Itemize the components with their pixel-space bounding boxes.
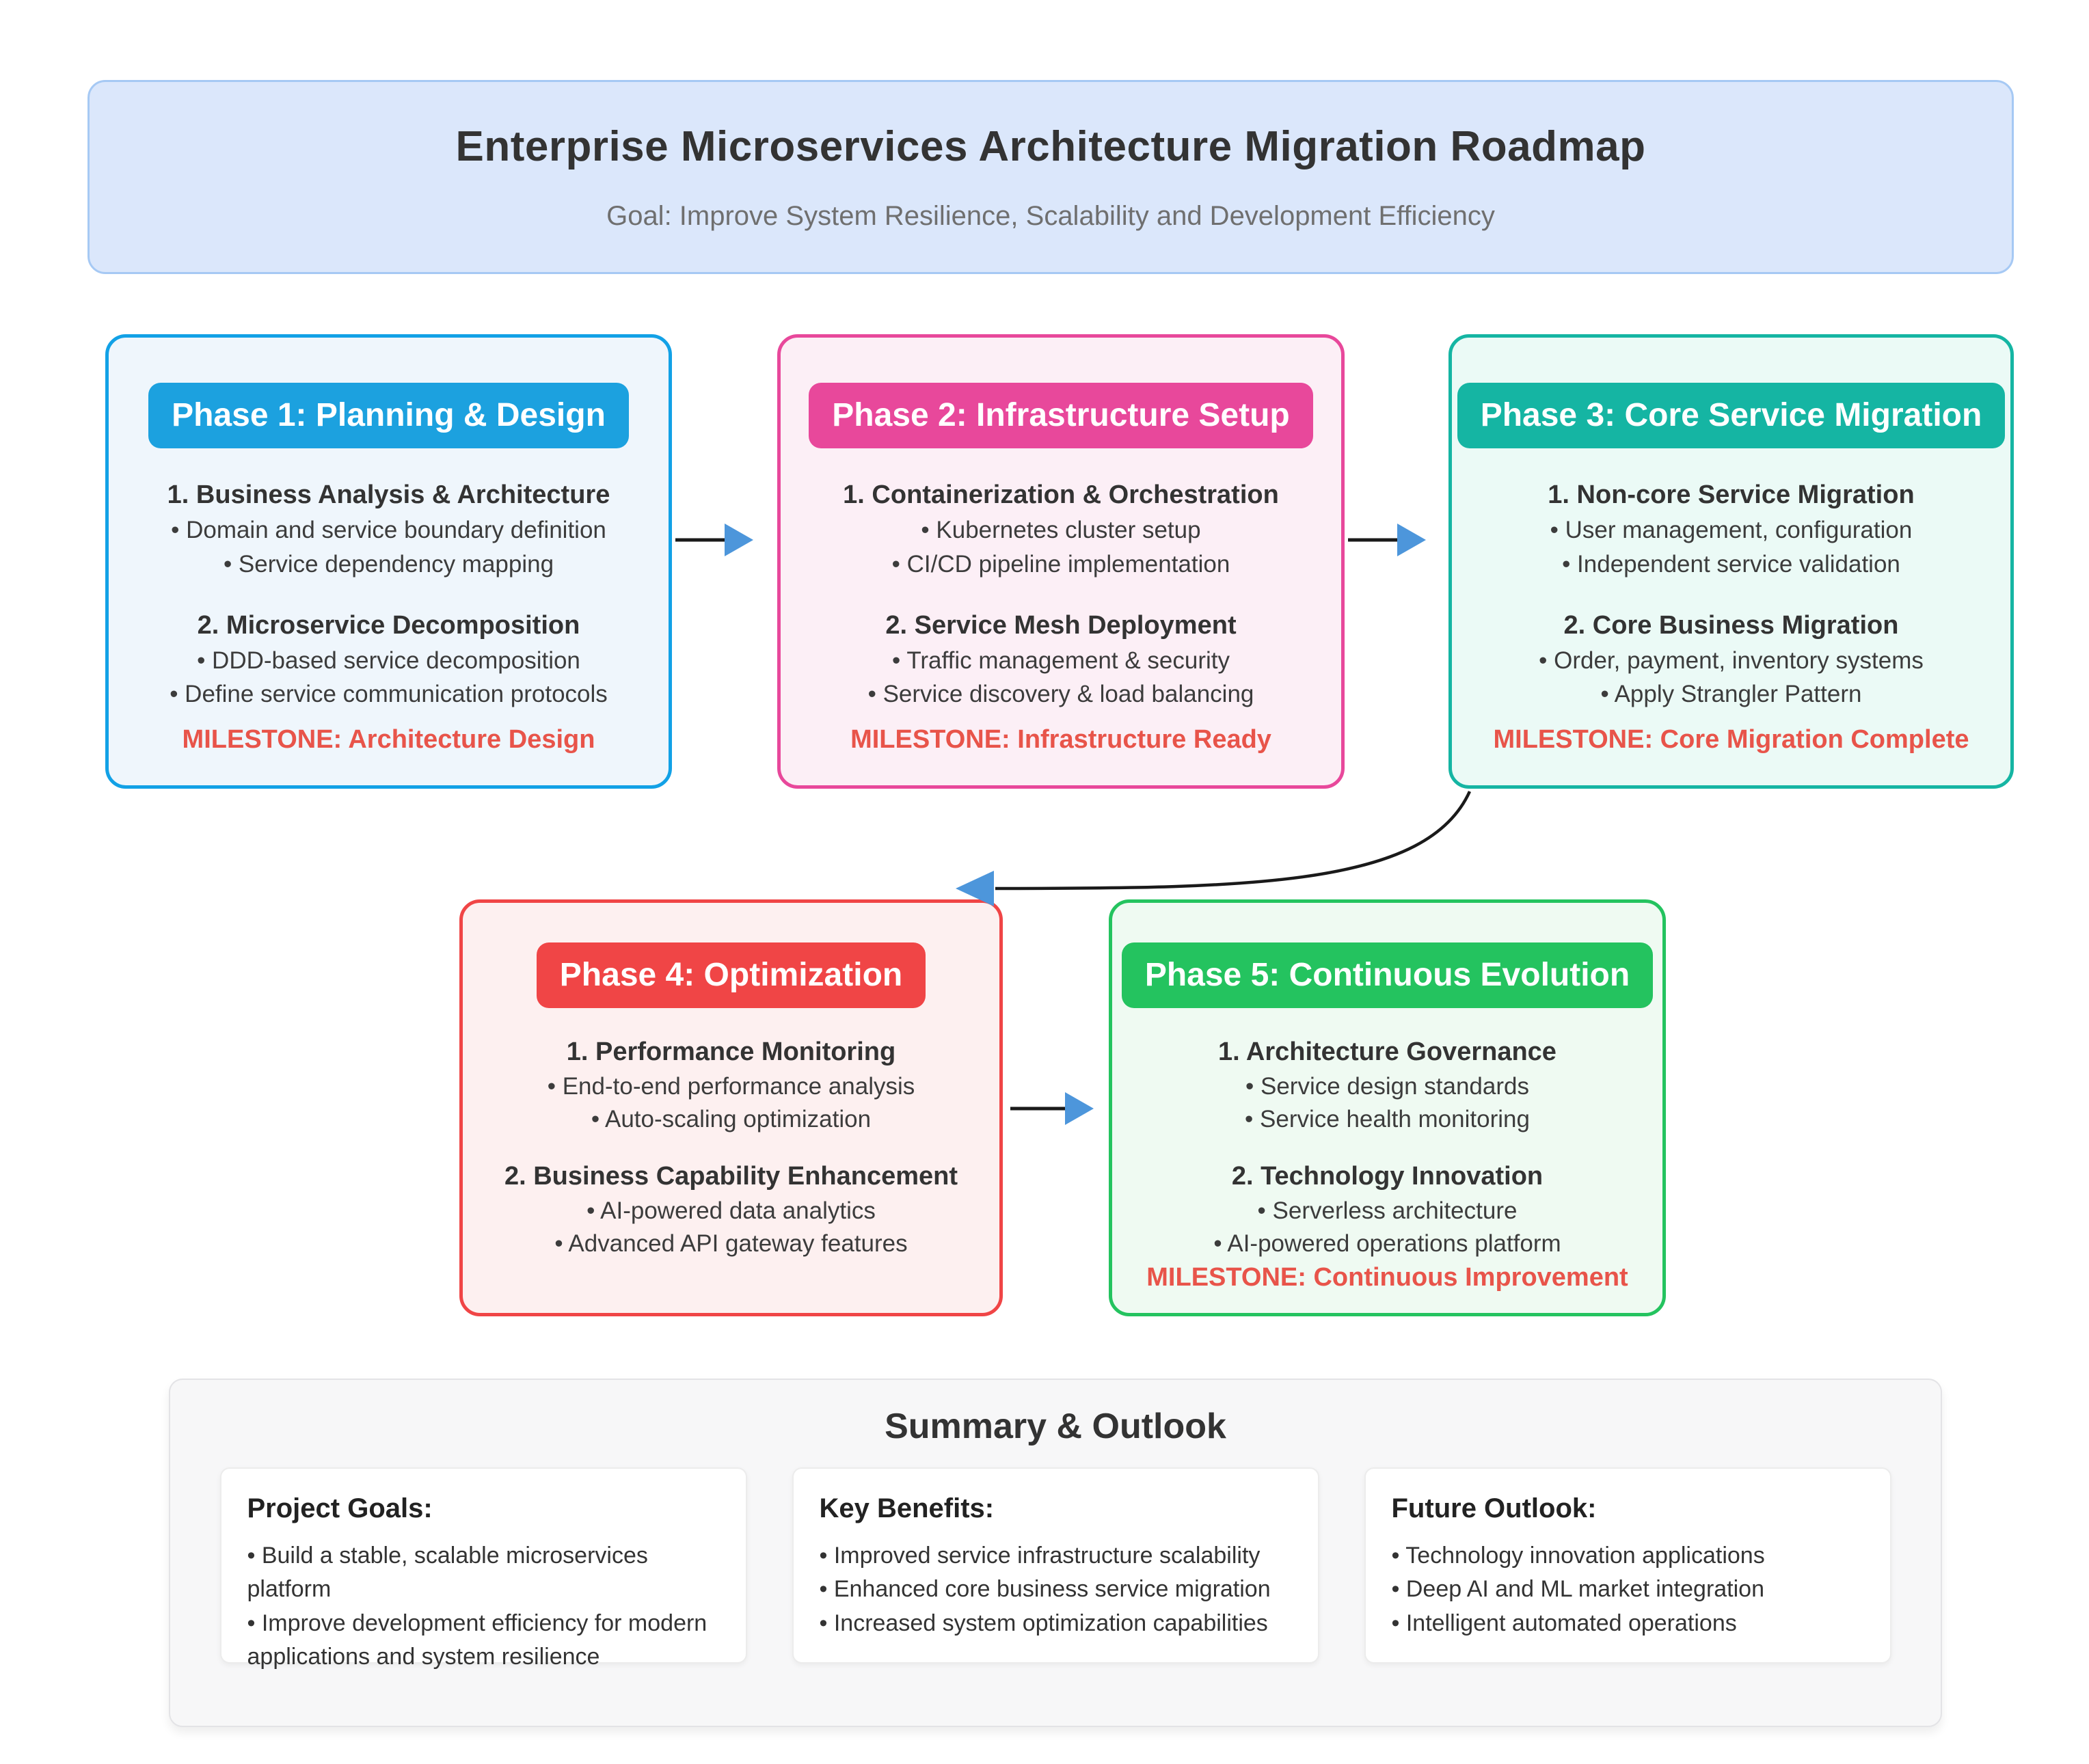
card-bullet: • Intelligent automated operations [1391, 1610, 1737, 1636]
phase-3-section-2 [1539, 608, 1924, 712]
card-title: Future Outlook: [1391, 1493, 1597, 1523]
phase-3-content [1539, 477, 1924, 711]
section-bullet: • Define service communication protocols [170, 681, 608, 708]
section-heading: 1. Performance Monitoring [566, 1037, 896, 1066]
phase-1-box [105, 334, 672, 789]
phase-2-section-1 [843, 477, 1279, 582]
phase-4-section-1 [548, 1034, 915, 1137]
section-bullet: • Service dependency mapping [223, 550, 554, 578]
section-bullet: • Service health monitoring [1245, 1106, 1530, 1133]
section-heading: 1. Non-core Service Migration [1548, 480, 1915, 509]
phase-4-section-2 [504, 1158, 958, 1261]
phase-5-content [1213, 1034, 1561, 1261]
arrow-phase2-to-phase3 [1348, 524, 1426, 556]
page-subtitle: Goal: Improve System Resilience, Scalability and Development Efficiency [606, 201, 1495, 231]
summary-card-future-outlook [1364, 1467, 1891, 1664]
section-heading: 2. Service Mesh Deployment [885, 610, 1237, 640]
section-heading: 2. Technology Innovation [1231, 1161, 1544, 1191]
phase-3-section-1 [1548, 477, 1914, 582]
card-bullet: • Improve development efficiency for modern applications and system resilience [247, 1610, 707, 1670]
page-title: Enterprise Microservices Architecture Migration Roadmap [455, 123, 1646, 170]
section-bullet: • DDD-based service decomposition [197, 647, 580, 674]
section-bullet: • Service design standards [1245, 1073, 1529, 1100]
section-bullet: • Order, payment, inventory systems [1539, 647, 1924, 674]
phase-3-milestone: MILESTONE: Core Migration Complete [1493, 724, 1969, 754]
phase-4-box [459, 899, 1003, 1316]
phase-2-content [843, 477, 1279, 711]
arrow-phase1-to-phase2 [675, 524, 753, 556]
section-bullet: • Auto-scaling optimization [591, 1106, 872, 1133]
phase-5-header: Phase 5: Continuous Evolution [1122, 942, 1653, 1008]
section-heading: 1. Architecture Governance [1218, 1037, 1556, 1066]
card-bullet: • Improved service infrastructure scalability [819, 1543, 1261, 1569]
phase-4-header: Phase 4: Optimization [537, 942, 926, 1008]
summary-cards [220, 1467, 1891, 1670]
phase-2-header: Phase 2: Infrastructure Setup [809, 383, 1313, 448]
section-bullet: • Kubernetes cluster setup [921, 517, 1201, 544]
summary-card-key-benefits [792, 1467, 1319, 1664]
section-bullet: • Service discovery & load balancing [867, 681, 1254, 708]
phase-5-box [1109, 899, 1666, 1316]
section-bullet: • Domain and service boundary definition [171, 517, 606, 544]
card-bullet: • Increased system optimization capabilities [819, 1610, 1268, 1636]
summary-panel [169, 1379, 1942, 1727]
section-bullet: • Serverless architecture [1257, 1197, 1518, 1224]
section-heading: 1. Containerization & Orchestration [843, 480, 1279, 509]
card-bullet: • Technology innovation applications [1391, 1543, 1765, 1569]
section-heading: 2. Core Business Migration [1563, 610, 1899, 640]
section-heading: 2. Business Capability Enhancement [504, 1161, 958, 1191]
section-heading: 2. Microservice Decomposition [197, 610, 580, 640]
section-bullet: • Advanced API gateway features [554, 1230, 908, 1258]
card-bullet: • Build a stable, scalable microservices platform [247, 1543, 648, 1603]
title-banner [87, 80, 2014, 274]
section-bullet: • AI-powered operations platform [1213, 1230, 1561, 1258]
phase-2-milestone: MILESTONE: Infrastructure Ready [850, 724, 1271, 754]
section-bullet: • AI-powered data analytics [587, 1197, 876, 1224]
section-bullet: • User management, configuration [1550, 517, 1913, 544]
card-bullet: • Deep AI and ML market integration [1391, 1576, 1764, 1603]
card-title: Project Goals: [247, 1493, 433, 1523]
section-bullet: • Traffic management & security [891, 647, 1230, 674]
arrow-phase3-to-phase4-curve [956, 791, 1470, 906]
phase-5-section-1 [1218, 1034, 1556, 1137]
card-title: Key Benefits: [819, 1493, 995, 1523]
card-bullet: • Enhanced core business service migration [819, 1576, 1271, 1603]
section-bullet: • Apply Strangler Pattern [1600, 681, 1862, 708]
phase-3-box [1448, 334, 2014, 789]
phase-1-section-2 [170, 608, 608, 712]
phase-5-section-2 [1213, 1158, 1561, 1261]
summary-card-project-goals [220, 1467, 747, 1670]
phase-4-content [504, 1034, 958, 1261]
section-bullet: • Independent service validation [1562, 550, 1900, 578]
phase-5-milestone: MILESTONE: Continuous Improvement [1146, 1262, 1628, 1292]
phase-2-section-2 [868, 608, 1254, 712]
section-heading: 1. Business Analysis & Architecture [167, 480, 610, 509]
phase-2-box [777, 334, 1345, 789]
phase-1-content [167, 477, 610, 711]
phase-1-milestone: MILESTONE: Architecture Design [182, 724, 595, 754]
section-bullet: • End-to-end performance analysis [547, 1073, 915, 1100]
phase-3-header: Phase 3: Core Service Migration [1457, 383, 2006, 448]
phase-1-section-1 [167, 477, 610, 582]
phase-1-header: Phase 1: Planning & Design [148, 383, 629, 448]
summary-title: Summary & Outlook [885, 1407, 1226, 1446]
arrow-phase4-to-phase5 [1010, 1092, 1094, 1125]
section-bullet: • CI/CD pipeline implementation [891, 550, 1230, 578]
